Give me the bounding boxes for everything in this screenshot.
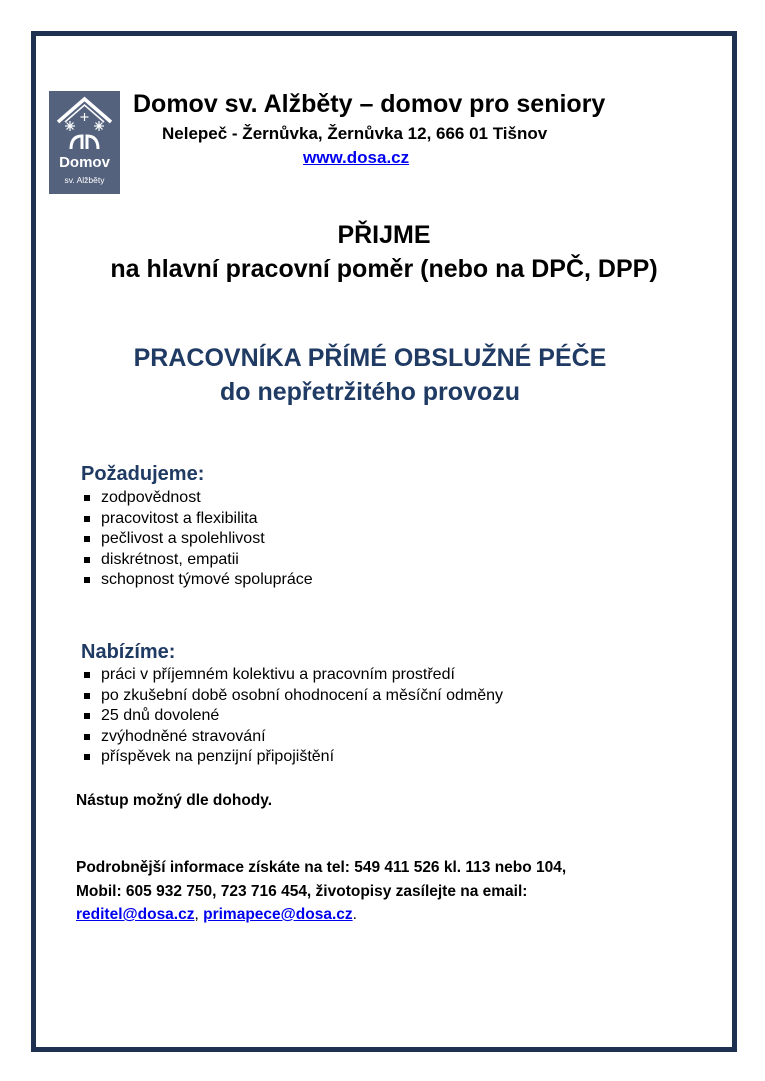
headline-hiring: PŘIJME	[337, 221, 431, 249]
list-item: schopnost týmové spolupráce	[81, 570, 313, 591]
email-link-primapece[interactable]: primapece@dosa.cz	[203, 906, 353, 923]
organization-logo	[49, 91, 120, 194]
organization-address: Nelepeč - Žernůvka, Žernůvka 12, 666 01 Tišnov	[162, 124, 548, 143]
email-link-reditel[interactable]: reditel@dosa.cz	[76, 906, 195, 923]
list-item: po zkušební době osobní ohodnocení a měsíční odměny	[81, 686, 503, 707]
list-item: práci v příjemném kolektivu a pracovním prostředí	[81, 665, 503, 686]
contact-mobile-line: Mobil: 605 932 750, 723 716 454, životopisy zasílejte na email:	[76, 882, 528, 900]
offer-list	[81, 665, 503, 768]
contact-phone-line: Podrobnější informace získáte na tel: 549 411 526 kl. 113 nebo 104,	[76, 859, 567, 876]
email-separator: ,	[194, 906, 199, 923]
email-end-period: .	[352, 906, 357, 923]
list-item: zvýhodněné stravování	[81, 727, 503, 748]
list-item: zodpovědnost	[81, 488, 313, 509]
contact-email-line	[76, 903, 566, 927]
house-icon	[49, 91, 120, 155]
logo-text-domov: Domov	[59, 154, 110, 171]
website-link[interactable]: www.dosa.cz	[303, 148, 410, 167]
requirements-heading: Požadujeme:	[81, 463, 205, 485]
organization-name: Domov sv. Alžběty – domov pro seniory	[133, 90, 606, 118]
logo-text-subtitle: sv. Alžběty	[64, 175, 105, 185]
list-item: 25 dnů dovolené	[81, 706, 503, 727]
list-item: pečlivost a spolehlivost	[81, 529, 313, 550]
job-position-subtitle: do nepřetržitého provozu	[220, 378, 520, 406]
offer-heading: Nabízíme:	[81, 641, 176, 663]
list-item: diskrétnost, empatii	[81, 550, 313, 571]
start-note: Nástup možný dle dohody.	[76, 792, 273, 809]
list-item: pracovitost a flexibilita	[81, 509, 313, 530]
headline-contract-type: na hlavní pracovní poměr (nebo na DPČ, DPP)	[110, 255, 658, 283]
job-position-title: PRACOVNÍKA PŘÍMÉ OBSLUŽNÉ PÉČE	[133, 344, 607, 372]
requirements-list	[81, 488, 313, 591]
contact-info	[76, 856, 566, 927]
list-item: příspěvek na penzijní připojištění	[81, 747, 503, 768]
